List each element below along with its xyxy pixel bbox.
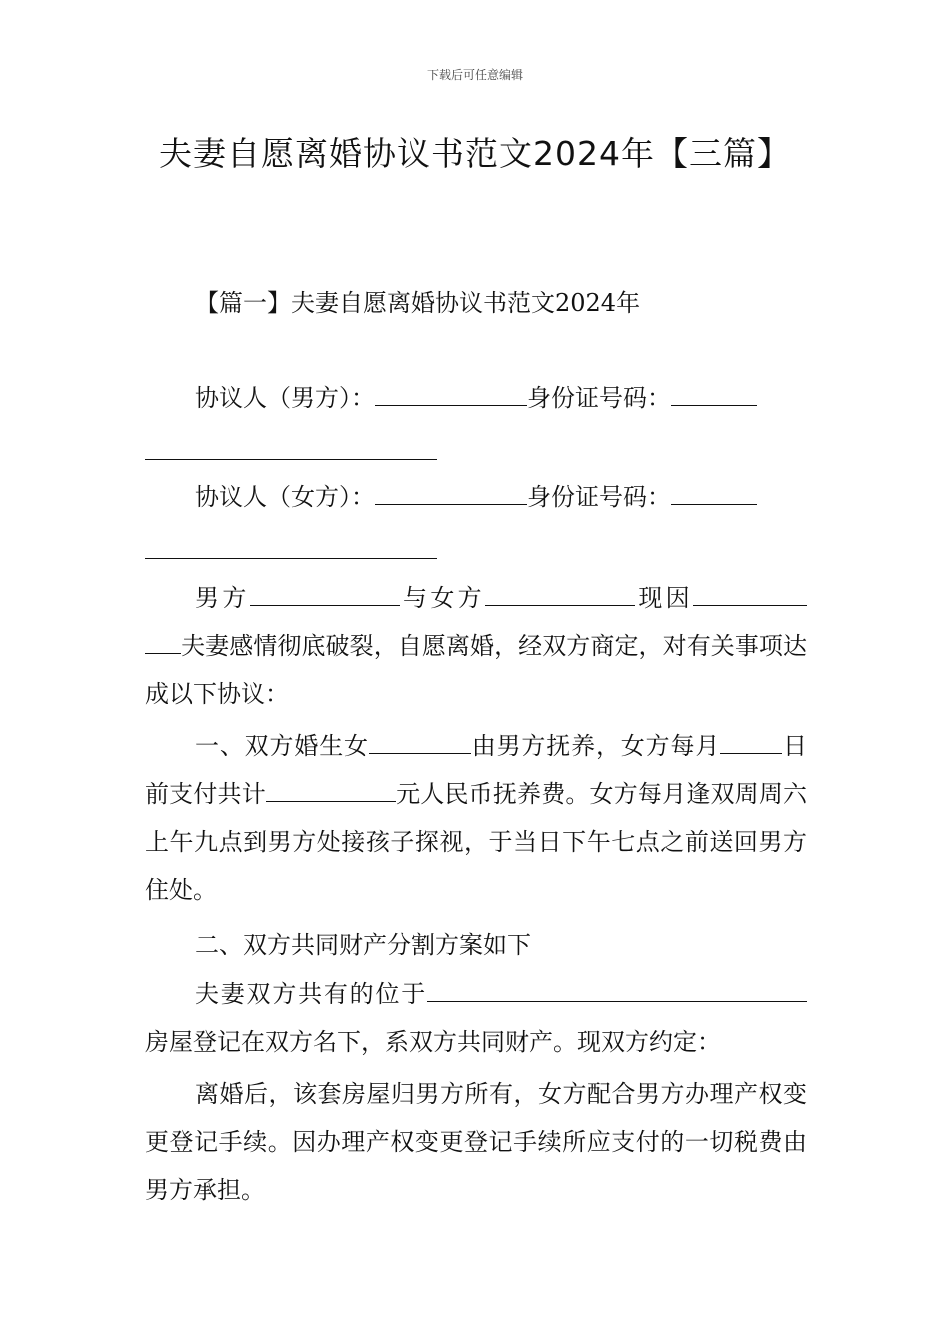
header-note: 下载后可任意编辑 bbox=[426, 68, 523, 82]
property-location-blank bbox=[427, 979, 797, 1002]
party-male-id-blank bbox=[671, 383, 757, 406]
clause-2-heading-text: 二、双方共同财产分割方案如下 bbox=[195, 931, 531, 959]
property-paragraph bbox=[145, 970, 807, 1066]
intro-female-blank bbox=[485, 583, 635, 606]
intro-reason-blank bbox=[693, 583, 807, 606]
clause-1-day-blank bbox=[720, 731, 782, 754]
party-female-id-blank bbox=[671, 482, 757, 505]
after-divorce-text: 离婚后，该套房屋归男方所有，女方配合男方办理产权变更登记手续。因办理产权变更登记手续所应支付的一切税费由男方承担。 bbox=[145, 1080, 807, 1204]
party-male-id-label: 身份证号码： bbox=[527, 384, 671, 412]
intro-body: 夫妻感情彻底破裂，自愿离婚，经双方商定，对有关事项达成以下协议： bbox=[145, 632, 807, 708]
after-divorce-paragraph bbox=[145, 1070, 807, 1214]
clause-1-text-a: 一、双方婚生女 bbox=[195, 732, 369, 760]
intro-male: 男方 bbox=[195, 584, 250, 612]
clause-1-text-d: 元人民币抚养费。女方每月逢双周周六上午九点到男方处接孩子探视，于当日下午七点之前送回男方住处。 bbox=[145, 780, 808, 904]
document-title: 夫妻自愿离婚协议书范文2024年【三篇】 bbox=[159, 134, 791, 173]
clause-1-paragraph bbox=[145, 722, 807, 914]
property-text-b: 房屋登记在双方名下，系双方共同财产。现双方约定： bbox=[145, 1028, 721, 1056]
party-female-line bbox=[145, 473, 807, 521]
clause-2-heading bbox=[145, 921, 807, 969]
party-male-id-continuation bbox=[145, 459, 437, 460]
party-female-name-blank bbox=[375, 482, 527, 505]
intro-paragraph bbox=[145, 574, 807, 718]
clause-1-child-blank bbox=[369, 731, 471, 754]
party-female-id-label: 身份证号码： bbox=[527, 483, 671, 511]
clause-1-amount-blank bbox=[266, 779, 396, 802]
clause-1-text-b: 由男方抚养，女方每月 bbox=[470, 732, 721, 760]
party-male-line bbox=[145, 374, 807, 422]
section-heading: 【篇一】夫妻自愿离婚协议书范文2024年 bbox=[195, 289, 641, 317]
intro-reason-blank-2 bbox=[145, 631, 181, 654]
intro-male-blank bbox=[250, 583, 400, 606]
party-male-name-blank bbox=[375, 383, 527, 406]
party-male-label: 协议人（男方）： bbox=[195, 384, 375, 412]
property-text-a: 夫妻双方共有的位于 bbox=[195, 980, 427, 1008]
intro-reason: 现因 bbox=[635, 584, 694, 612]
party-female-label: 协议人（女方）： bbox=[195, 483, 375, 511]
party-female-id-continuation bbox=[145, 558, 437, 559]
property-location-blank-2 bbox=[797, 979, 807, 1002]
clause-1-text-c: 日前支付共计 bbox=[145, 732, 808, 808]
intro-female: 与女方 bbox=[399, 584, 486, 612]
